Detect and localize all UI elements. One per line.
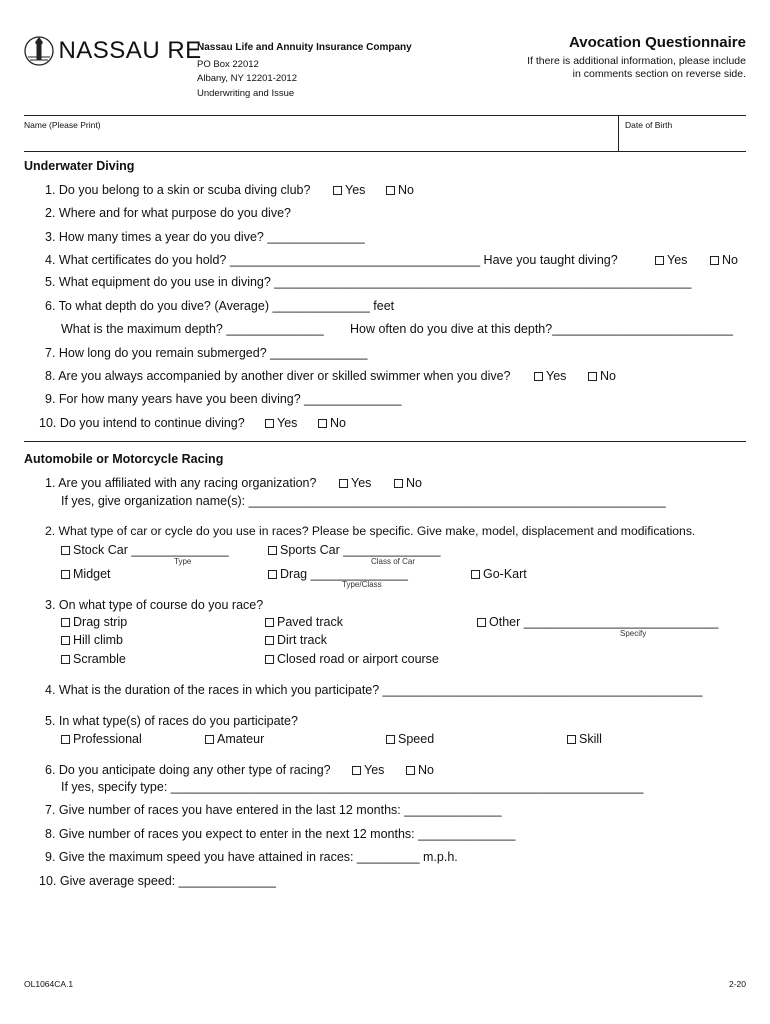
diving-q1-yes[interactable]: Yes (333, 183, 365, 197)
diving-q9: 9. For how many years have you been diving? ______________ (45, 392, 402, 406)
checkbox[interactable] (394, 479, 403, 488)
racing-q9: 9. Give the maximum speed you have attained in races: _________ m.p.h. (45, 850, 458, 864)
specify-caption: Specify (620, 629, 647, 638)
checkbox[interactable] (655, 256, 664, 265)
racing-q6-yes[interactable]: Yes (352, 763, 384, 777)
diving-q8-yes[interactable]: Yes (534, 369, 566, 383)
racing-q3: 3. On what type of course do you race? (45, 598, 264, 612)
diving-q1-no[interactable]: No (386, 183, 414, 197)
form-id: OL1064CA.1 (24, 979, 74, 989)
checkbox[interactable] (352, 766, 361, 775)
racing-q1-no[interactable]: No (394, 476, 422, 490)
diving-q4-no[interactable]: No (710, 253, 738, 267)
checkbox[interactable] (386, 186, 395, 195)
diving-q6-frequency: How often do you dive at this depth?__________________________ (350, 322, 733, 336)
racing-q4: 4. What is the duration of the races in which you participate? ______________________________________________ (45, 683, 703, 697)
diving-q4: 4. What certificates do you hold? ____________________________________ Have you taught diving? (45, 253, 618, 267)
diving-q2: 2. Where and for what purpose do you dive? (45, 206, 291, 220)
address-line-3: Underwriting and Issue (197, 88, 295, 99)
midget-option[interactable]: Midget (61, 567, 111, 581)
header-note-2: in comments section on reverse side. (572, 68, 746, 80)
checkbox[interactable] (61, 570, 70, 579)
checkbox[interactable] (339, 479, 348, 488)
diving-q6: 6. To what depth do you dive? (Average) ______________ feet (45, 299, 395, 313)
closed-road-option[interactable]: Closed road or airport course (265, 652, 439, 666)
diving-q4-yes[interactable]: Yes (655, 253, 687, 267)
divider (24, 151, 746, 152)
diving-q8: 8. Are you always accompanied by another diver or skilled swimmer when you dive? (45, 369, 511, 383)
diving-q10: 10. Do you intend to continue diving? (39, 416, 245, 430)
checkbox[interactable] (534, 372, 543, 381)
checkbox[interactable] (318, 419, 327, 428)
name-label: Name (Please Print) (24, 120, 101, 130)
hill-climb-option[interactable]: Hill climb (61, 633, 123, 647)
stock-car-option[interactable]: Stock Car ______________ (61, 543, 229, 557)
racing-q1-yes[interactable]: Yes (339, 476, 371, 490)
diving-q7: 7. How long do you remain submerged? ______________ (45, 346, 368, 360)
name-field[interactable] (24, 116, 616, 150)
section-title-diving: Underwater Diving (24, 159, 135, 173)
dob-field[interactable] (620, 116, 746, 150)
professional-option[interactable]: Professional (61, 732, 142, 746)
other-course-option[interactable]: Other ____________________________ (477, 615, 718, 629)
checkbox[interactable] (265, 636, 274, 645)
racing-q7: 7. Give number of races you have entered in the last 12 months: ______________ (45, 803, 502, 817)
racing-q1-org-names: If yes, give organization name(s): ____________________________________________________________ (61, 494, 666, 508)
checkbox[interactable] (477, 618, 486, 627)
checkbox[interactable] (61, 735, 70, 744)
checkbox[interactable] (268, 546, 277, 555)
form-title: Avocation Questionnaire (569, 34, 746, 51)
checkbox[interactable] (567, 735, 576, 744)
racing-q2: 2. What type of car or cycle do you use in races? Please be specific. Give make, model, displacement and modifications. (45, 524, 696, 538)
checkbox[interactable] (386, 735, 395, 744)
logo-text: NASSAU RE (58, 37, 202, 64)
checkbox[interactable] (61, 655, 70, 664)
dirt-track-option[interactable]: Dirt track (265, 633, 327, 647)
racing-q10: 10. Give average speed: ______________ (39, 874, 276, 888)
address-line-1: PO Box 22012 (197, 59, 259, 70)
checkbox[interactable] (265, 618, 274, 627)
header-note-1: If there is additional information, please include (527, 55, 746, 67)
checkbox[interactable] (471, 570, 480, 579)
checkbox[interactable] (406, 766, 415, 775)
checkbox[interactable] (61, 618, 70, 627)
racing-q6-specify: If yes, specify type: ____________________________________________________________________ (61, 780, 644, 794)
company-name: Nassau Life and Annuity Insurance Company (197, 42, 412, 53)
speed-option[interactable]: Speed (386, 732, 434, 746)
diving-q10-no[interactable]: No (318, 416, 346, 430)
racing-q6: 6. Do you anticipate doing any other type of racing? (45, 763, 331, 777)
scramble-option[interactable]: Scramble (61, 652, 126, 666)
amateur-option[interactable]: Amateur (205, 732, 264, 746)
diving-q8-no[interactable]: No (588, 369, 616, 383)
checkbox[interactable] (710, 256, 719, 265)
checkbox[interactable] (61, 546, 70, 555)
class-caption: Class of Car (371, 557, 416, 566)
checkbox[interactable] (205, 735, 214, 744)
form-date: 2-20 (728, 979, 746, 989)
logo (24, 34, 202, 68)
divider (24, 441, 746, 442)
checkbox[interactable] (588, 372, 597, 381)
racing-q6-no[interactable]: No (406, 763, 434, 777)
drag-option[interactable]: Drag ______________ (268, 567, 408, 581)
divider (618, 115, 619, 151)
checkbox[interactable] (265, 419, 274, 428)
address-line-2: Albany, NY 12201-2012 (197, 73, 298, 84)
sports-car-option[interactable]: Sports Car ______________ (268, 543, 441, 557)
checkbox[interactable] (333, 186, 342, 195)
type-caption: Type (174, 557, 192, 566)
type-class-caption: Type/Class (342, 580, 382, 589)
checkbox[interactable] (61, 636, 70, 645)
diving-q5: 5. What equipment do you use in diving? ____________________________________________________________ (45, 275, 692, 289)
drag-strip-option[interactable]: Drag strip (61, 615, 127, 629)
paved-track-option[interactable]: Paved track (265, 615, 343, 629)
racing-q8: 8. Give number of races you expect to enter in the next 12 months: ______________ (45, 827, 516, 841)
go-kart-option[interactable]: Go-Kart (471, 567, 527, 581)
section-title-racing: Automobile or Motorcycle Racing (24, 452, 224, 466)
skill-option[interactable]: Skill (567, 732, 602, 746)
diving-q1: 1. Do you belong to a skin or scuba diving club? (45, 183, 311, 197)
checkbox[interactable] (268, 570, 277, 579)
diving-q6-max-depth: What is the maximum depth? ______________ (61, 322, 324, 336)
dob-label: Date of Birth (625, 120, 673, 130)
diving-q3: 3. How many times a year do you dive? ______________ (45, 230, 365, 244)
checkbox[interactable] (265, 655, 274, 664)
racing-q1: 1. Are you affiliated with any racing organization? (45, 476, 317, 490)
lighthouse-icon (24, 34, 54, 68)
racing-q5: 5. In what type(s) of races do you participate? (45, 714, 298, 728)
diving-q10-yes[interactable]: Yes (265, 416, 297, 430)
